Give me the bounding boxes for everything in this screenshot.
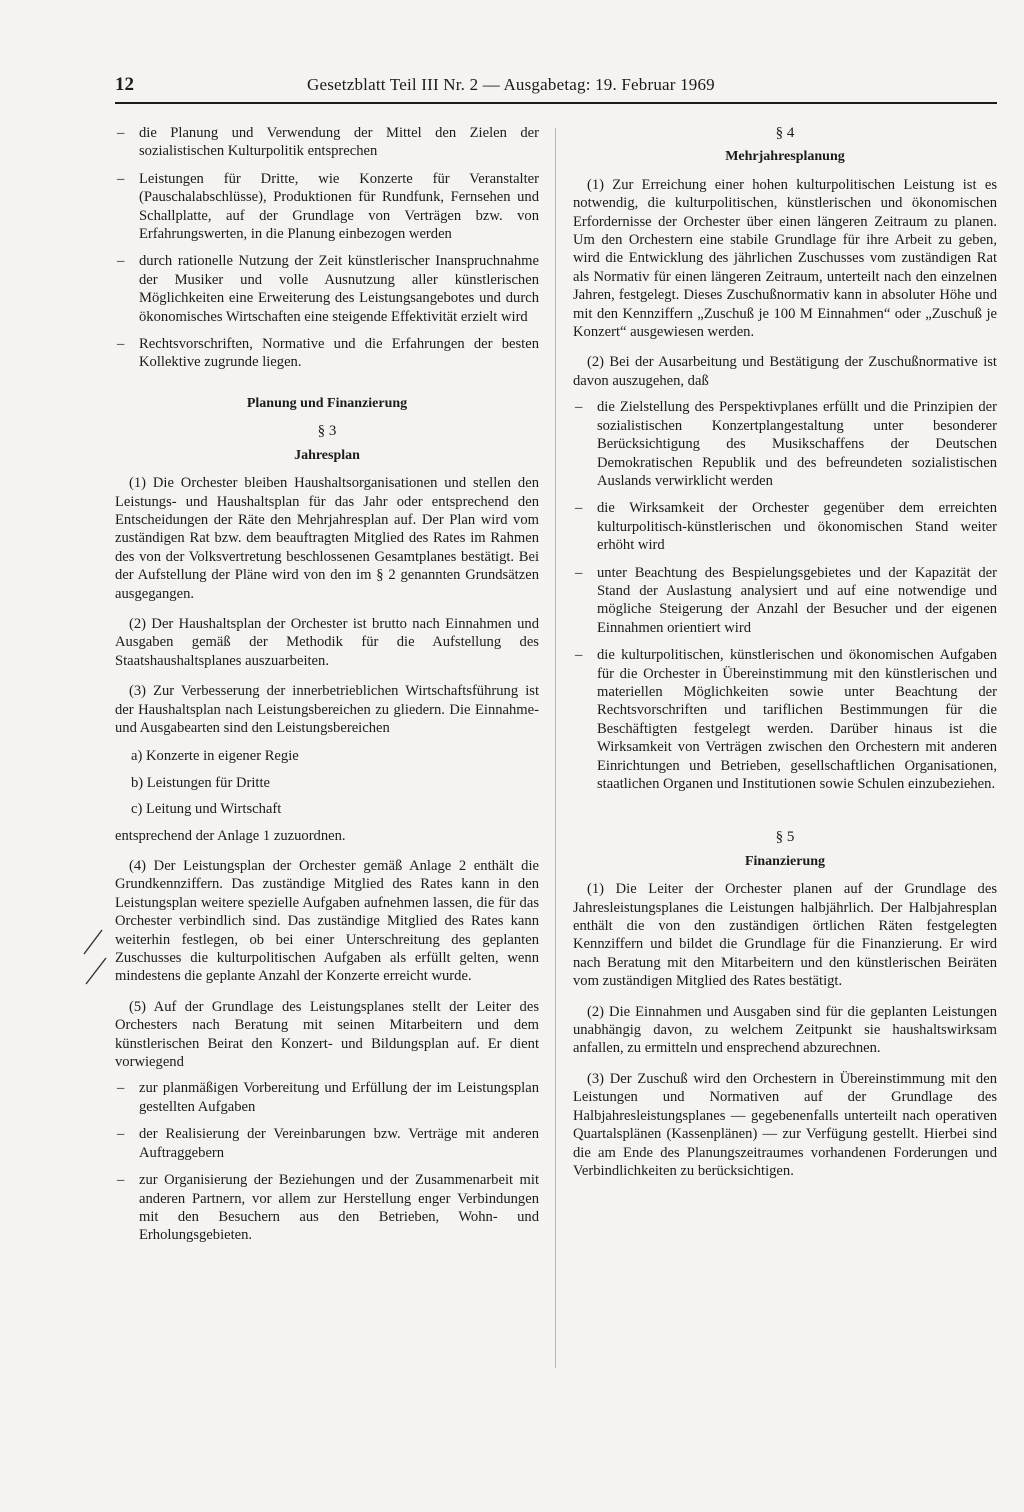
list-item: – Leistungen für Dritte, wie Konzerte für Veranstalter (Pauschalabschlüsse), Produktionen für Rundfunk, Fernsehen und Schallplatte, auf der Grundlage von Verträgen bzw. von Erfahrungswerten, in die Planung einbezogen werden (117, 170, 539, 243)
list-item: – unter Beachtung des Bespielungsgebietes und der Kapazität der Stand der Auslastung analysiert und auf eine notwendige und mögliche Steigerung der Anzahl der Besucher und der eigenen Einnahmen orientiert wird (575, 564, 997, 636)
s3-paragraph-2: (2) Der Haushaltsplan der Orchester ist brutto nach Einnahmen und Ausgaben gemäß der Methodik für die Aufstellung des Staatshaushaltsplanes auszuarbeiten. (115, 615, 539, 669)
s3-paragraph-3-end: entsprechend der Anlage 1 zuzuordnen. (115, 827, 346, 844)
dash-bullet: – (117, 1126, 125, 1143)
section-3-title: Jahresplan (294, 447, 360, 463)
page-header (115, 72, 997, 104)
dash-bullet: – (117, 336, 125, 353)
dash-bullet: – (117, 1080, 125, 1097)
letter-list-item: b) Leistungen für Dritte (131, 774, 271, 791)
list-item: – durch rationelle Nutzung der Zeit künstlerischer Inanspruchnahme der Musiker und volle Ausnutzung aller künstlerischen Möglichkeiten eine Erweiterung des Leistungsangebotes und durch ökonomisches Wirtschaften eine steigende Effektivität erzielt wird (117, 253, 539, 325)
s4-paragraph-2: (2) Bei der Ausarbeitung und Bestätigung der Zuschußnormative ist davon auszugehen, daß (573, 354, 997, 389)
letter-list-item: a) Konzerte in eigener Regie (131, 748, 299, 765)
list-item: – die Planung und Verwendung der Mittel den Zielen der sozialistischen Kulturpolitik entsprechen (117, 125, 539, 160)
dash-bullet: – (117, 170, 125, 187)
dash-bullet: – (117, 125, 125, 141)
gazette-header-title: Gesetzblatt Teil III Nr. 2 — Ausgabetag: 19. Februar 1969 (307, 75, 715, 94)
dash-bullet: – (575, 564, 583, 581)
right-column (573, 124, 997, 1192)
s5-paragraph-3: (3) Der Zuschuß wird den Orchestern in Übereinstimmung mit den Leistungen und Normativen auf der Grundlage des Halbjahresleistungsplanes — gegebenenfalls unterteilt nach operativen Quartalsplänen (Kassenplänen) — zur Verfügung gestellt. Hierbei sind die am Ende des Planungszeitraumes vorhandenen Forderungen und Verbindlichkeiten zu berücksichtigen. (573, 1070, 997, 1179)
section-4-number: § 4 (775, 125, 795, 141)
list-item: – die Zielstellung des Perspektivplanes erfüllt und die Prinzipien der sozialistischen Konzertplangestaltung unter besonderer Berücksichtigung des Musikschaffens der Deutschen Demokratischen Republik und des befreundeten sozialistischen Auslands verwirklicht werden (575, 399, 997, 489)
margin-pen-marks (78, 928, 110, 988)
section-3-number: § 3 (317, 423, 337, 440)
dash-bullet: – (117, 1172, 125, 1189)
s5-paragraph-1: (1) Die Leiter der Orchester planen auf der Grundlage des Jahresleistungsplanes die Leistungen halbjährlich. Der Halbjahresplan enthält die von den zuständigen örtlichen Räten festgelegten Kennziffern und bildet die Grundlage für die Finanzierung. Er wird nach Beratung mit den Mitarbeitern und den künstlerischen Beiräten vom zuständigen Mitglied des Rates bestätigt. (573, 881, 997, 990)
list-item: – Rechtsvorschriften, Normative und die Erfahrungen der besten Kollektive zugrunde liegen. (117, 336, 539, 371)
letter-list-item: c) Leitung und Wirtschaft (131, 801, 282, 818)
intro-list (115, 124, 539, 372)
left-column (115, 124, 539, 1254)
s4-paragraph-1: (1) Zur Erreichung einer hohen kulturpolitischen Leistung ist es notwendig, die kulturpolitischen, künstlerischen und ökonomischen Erfordernisse der Orchester über einen längeren Zeitraum zu planen. Um den Orchestern eine stabile Grundlage für ihre Arbeit zu geben, wird die Entwicklung des jährlichen Zuschusses vom zuständigen Rat als Normativ für einen längeren Zeitraum, unterteilt nach den einzelnen Jahren, festgelegt. Dieses Zuschußnormativ kann in absoluter Höhe und mit den Kennziffern „Zuschuß je 100 M Einnahmen“ oder „Zuschuß je Konzert“ ausgewiesen werden. (573, 176, 997, 341)
s3-paragraph-5: (5) Auf der Grundlage des Leistungsplanes stellt der Leiter des Orchesters nach Beratung mit seinen Mitarbeitern und dem künstlerischen Beirat den Konzert- und Bildungsplan auf. Er dient vorwiegend (115, 998, 539, 1071)
list-item: – die Wirksamkeit der Orchester gegenüber dem erreichten kulturpolitisch-künstlerischen und ökonomischen Stand weiter erhöht wird (575, 500, 997, 554)
s3-paragraph-3: (3) Zur Verbesserung der innerbetrieblichen Wirtschaftsführung ist der Haushaltsplan nach Leistungsbereichen zu gliedern. Die Einnahme- und Ausgabearten sind den Leistungsbereichen (115, 683, 539, 736)
section-5-number: § 5 (775, 829, 795, 846)
list-item: – der Realisierung der Vereinbarungen bzw. Verträge mit anderen Auftraggebern (117, 1126, 539, 1161)
section-5-title: Finanzierung (744, 853, 826, 869)
s5-paragraph-2: (2) Die Einnahmen und Ausgaben sind für die geplanten Leistungen unabhängig davon, zu welchem Zeitpunkt sie haushaltswirksam anfallen, zu ermitteln und ensprechend abzurechnen. (573, 1003, 997, 1057)
list-item: – die kulturpolitischen, künstlerischen und ökonomischen Aufgaben für die Orchester in Übereinstimmung mit den künstlerischen und materiellen Möglichkeiten sowie unter Beachtung der Rechtsvorschriften und tariflichen Bestimmungen für die Beschäftigten festgelegt werden. Darüber hinaus ist die Wirksamkeit von Verträgen zwischen den Orchestern mit anderen Einrichtungen und Betrieben, gesellschaftlichen Organisationen, staatlichen Organen und Institutionen sowie Schulen einzubeziehen. (575, 647, 997, 792)
dash-bullet: – (575, 647, 583, 664)
column-divider (555, 128, 556, 1368)
page-number: 12 (115, 74, 134, 95)
dash-bullet: – (575, 500, 583, 517)
section-heading: Planung und Finanzierung (246, 395, 408, 411)
s3-paragraph-1: (1) Die Orchester bleiben Haushaltsorganisationen und stellen den Leistungs- und Haushaltsplan für das Jahr oder entsprechend den Entscheidungen der Räte den Mehrjahresplan auf. Der Plan wird vom zuständigen Rat bzw. dem beauftragten Mitglied des Rates im Rahmen des von der Volksvertretung beschlossenen Gesamtplanes bestätigt. Bei der Aufstellung der Pläne wird von den im § 2 genannten Grundsätzen ausgegangen. (115, 475, 539, 602)
s3-paragraph-4: (4) Der Leistungsplan der Orchester gemäß Anlage 2 enthält die Grundkennziffern. Das zuständige Mitglied des Rates kann in den Leistungsplan weitere spezielle Aufgaben aufnehmen lassen, die für das Orchester verbindlich sind. Das zuständige Mitglied des Rates kann weiterhin festlegen, ob bei einer Unterschreitung des geplanten Zuschusses die kulturpolitischen Aufgaben als erfüllt gelten, wenn mindestens die geplante Anzahl der Konzerte erreicht wurde. (115, 858, 539, 985)
dash-bullet: – (575, 399, 583, 416)
list-item: – zur Organisierung der Beziehungen und der Zusammenarbeit mit anderen Partnern, vor allem zur Herstellung enger Verbindungen mit den Besuchern aus den Betrieben, Wohn- und Erholungsgebieten. (117, 1172, 539, 1244)
dash-bullet: – (117, 253, 125, 270)
section-4-title: Mehrjahresplanung (725, 149, 845, 165)
list-item: – zur planmäßigen Vorbereitung und Erfüllung der im Leistungsplan gestellten Aufgaben (117, 1080, 539, 1115)
